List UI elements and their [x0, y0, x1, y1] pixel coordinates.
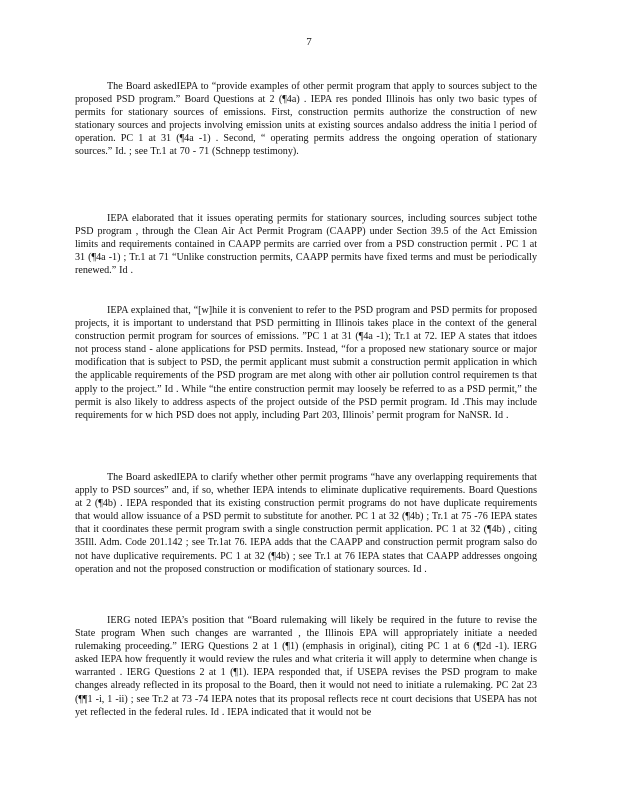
paragraph-overlapping-requirements: The Board askedIEPA to clarify whether other permit programs “have any overlapping requirements that apply to PSD sources” and, if so, whether IEPA intends to eliminate duplicative requirements. Board Questions at 2 (¶4b) . IEPA responded that its existing construction permit programs do not have duplicate requirements that would allow issuance of a PSD permit to substitute for another. PC 1 at 32 (¶4b) ; Tr.1 at 75 -76 IEPA states that it coordinates these permit program swith a single construction permit application. PC 1 at 32 (¶4b) , citing 35Ill. Adm. Code 201.142 ; see Tr.1at 76. IEPA adds that the CAAPP and construction permit program salso do not have duplicative requirements. PC 1 at 32 (¶4b) ; see Tr.1 at 76 IEPA states that CAAPP addresses ongoing operation and not the proposed construction or modification of stationary sources. Id .	[75, 472, 537, 575]
paragraph-ierg-rulemaking: IERG noted IEPA’s position that “Board rulemaking will likely be required in the future to revise the State program When such changes are warranted , the Illinois EPA will appropriately initiate a needed rulemaking proceeding.” IERG Questions 2 at 1 (¶1) (emphasis in original), citing PC 1 at 6 (¶2d -1). IERG asked IEPA how frequently it would review the rules and what criteria it will apply to determine when change is warranted . IERG Questions 2 at 1 (¶1). IEPA responded that, if USEPA revises the PSD program to make changes already reflected in its proposal to the Board, then it would not need to initiate a rulemaking. PC 2at 23 (¶¶1 -i, 1 -ii) ; see Tr.2 at 73 -74 IEPA notes that its proposal reflects rece nt court decisions that USEPA has not yet reflected in the federal rules. Id . IEPA indicated that it would not be	[75, 615, 537, 718]
page-number: 7	[306, 36, 312, 48]
paragraph-operating-permits: IEPA elaborated that it issues operating permits for stationary sources, including sources subject tothe PSD program , through the Clean Air Act Permit Program (CAAPP) under Section 39.5 of the Act Emission limits and requirements contained in CAAPP permits are carried over from a PSD construction permit . PC 1 at 31 (¶4a -1) ; Tr.1 at 71 “Unlike construction permits, CAAPP permits have fixed terms and must be periodically renewed.” Id .	[75, 213, 537, 277]
paragraph-psd-context: IEPA explained that, “[w]hile it is convenient to refer to the PSD program and PSD permits for proposed projects, it is important to understand that PSD permitting in Illinois takes place in the context of the general construction permit program for sources of emissions. ”PC 1 at 31 (¶4a -1); Tr.1 at 72. IEP A states that itdoes not process stand - alone applications for PSD permits. Instead, “for a proposed new stationary source or major modification that is subject to PSD, the permit applicant must submit a construction permit application in which the applicable requirements of the PSD program are met along with other air pollution control requiremen ts that apply to the project.” Id . While “the entire construction permit may loosely be referred to as a PSD permit,” the permit is also likely to address aspects of the project outside of the PSD permit program. Id .This may include requirements for w hich PSD does not apply, including Part 203, Illinois’ permit program for NaNSR. Id .	[75, 305, 537, 421]
paragraph-examples-of-permit-programs: The Board askedIEPA to “provide examples of other permit program that apply to sources subject to the proposed PSD program.” Board Questions at 2 (¶4a) . IEPA res ponded Illinois has only two basic types of permits for stationary sources of emissions. First, construction permits authorize the construction of new stationary sources and projects involving emission units at existing sources andalso address the initia l period of operation. PC 1 at 31 (¶4a -1) . Second, “ operating permits address the ongoing operation of stationary sources.” Id. ; see Tr.1 at 70 - 71 (Schnepp testimony).	[75, 81, 537, 158]
